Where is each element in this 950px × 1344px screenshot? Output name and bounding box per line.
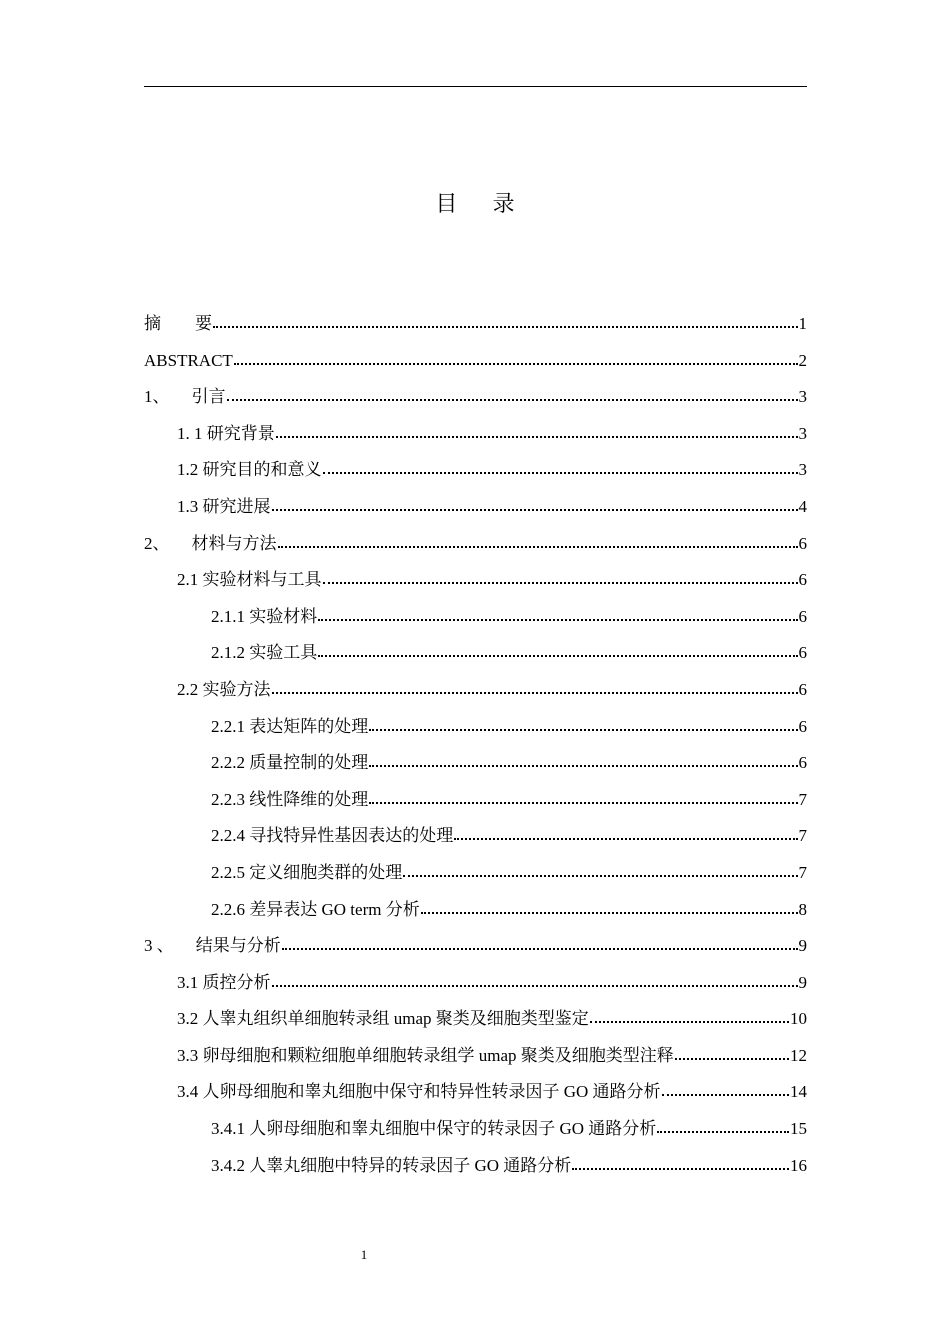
toc-entry[interactable] xyxy=(144,416,807,453)
toc-dot-leader xyxy=(323,567,798,585)
toc-entry-label xyxy=(211,1148,571,1185)
toc-entry-text: 2.2.3 线性降维的处理 xyxy=(211,789,369,809)
toc-dot-leader xyxy=(369,750,797,768)
toc-entry-text: 3.1 质控分析 xyxy=(177,972,271,992)
toc-entry-label xyxy=(177,452,322,489)
toc-entry-page: 14 xyxy=(790,1082,807,1102)
toc-entry-label xyxy=(177,489,271,526)
toc-entry[interactable] xyxy=(144,892,807,929)
toc-entry-text: 2.2.6 差异表达 GO term 分析 xyxy=(211,899,420,919)
toc-entry-page: 10 xyxy=(790,1009,807,1029)
toc-entry-text: 2.2 实验方法 xyxy=(177,679,271,699)
toc-entry-label xyxy=(211,709,368,746)
toc-dot-leader xyxy=(272,970,798,988)
toc-dot-leader xyxy=(227,384,798,402)
toc-entry[interactable] xyxy=(144,489,807,526)
toc-entry-page: 3 xyxy=(798,423,807,443)
toc-entry[interactable] xyxy=(144,745,807,782)
toc-entry-label xyxy=(177,416,275,453)
toc-entry[interactable] xyxy=(144,452,807,489)
toc-entry-label xyxy=(177,1074,661,1111)
toc-entry-label xyxy=(211,818,453,855)
toc-entry-text: 3.4 人卵母细胞和睾丸细胞中保守和特异性转录因子 GO 通路分析 xyxy=(177,1082,661,1102)
toc-entry-text: 2.1 实验材料与工具 xyxy=(177,570,322,590)
toc-dot-leader xyxy=(454,823,797,841)
toc-entry-text: 1. 1 研究背景 xyxy=(177,423,275,443)
toc-entry-page: 6 xyxy=(798,570,807,590)
toc-entry-number: 1、 xyxy=(144,387,170,407)
toc-entry-label xyxy=(211,745,368,782)
toc-entry-page: 3 xyxy=(798,387,807,407)
toc-dot-leader xyxy=(278,531,798,549)
toc-entry-page: 8 xyxy=(798,899,807,919)
toc-entry-page: 6 xyxy=(798,533,807,553)
toc-entry-label xyxy=(144,928,281,965)
toc-entry-label xyxy=(177,562,322,599)
toc-dot-leader xyxy=(276,421,798,439)
toc-entry-text: 2.2.2 质量控制的处理 xyxy=(211,753,369,773)
table-of-contents xyxy=(144,306,807,1184)
toc-entry-label xyxy=(177,965,271,1002)
toc-entry-text: 2.2.5 定义细胞类群的处理 xyxy=(211,862,403,882)
toc-entry-text: 2.1.2 实验工具 xyxy=(211,643,318,663)
header-rule xyxy=(144,86,807,87)
toc-entry-label xyxy=(211,782,368,819)
toc-dot-leader xyxy=(282,933,798,951)
toc-dot-leader xyxy=(657,1116,789,1134)
toc-entry[interactable] xyxy=(144,599,807,636)
toc-entry[interactable] xyxy=(144,343,807,380)
toc-entry-label xyxy=(211,1111,656,1148)
toc-entry[interactable] xyxy=(144,1074,807,1111)
toc-entry-page: 6 xyxy=(798,716,807,736)
toc-entry-text: ABSTRACT xyxy=(144,350,233,370)
toc-entry[interactable] xyxy=(144,855,807,892)
toc-entry-text: 2.2.1 表达矩阵的处理 xyxy=(211,716,369,736)
toc-dot-leader xyxy=(318,640,797,658)
toc-dot-leader xyxy=(234,348,798,366)
toc-entry[interactable] xyxy=(144,635,807,672)
toc-entry-page: 7 xyxy=(798,862,807,882)
toc-entry-text: 摘 要 xyxy=(144,314,212,333)
toc-dot-leader xyxy=(318,604,797,622)
toc-entry[interactable] xyxy=(144,562,807,599)
toc-dot-leader xyxy=(590,1006,789,1024)
toc-entry-text: 2.2.4 寻找特异性基因表达的处理 xyxy=(211,826,454,846)
toc-entry-label xyxy=(144,526,277,563)
toc-entry-text: 1.3 研究进展 xyxy=(177,496,271,516)
toc-dot-leader xyxy=(572,1153,789,1171)
toc-entry-label xyxy=(177,1038,674,1075)
toc-entry-number: 2、 xyxy=(144,533,170,553)
toc-entry-text: 3.2 人睾丸组织单细胞转录组 umap 聚类及细胞类型鉴定 xyxy=(177,1009,589,1029)
toc-dot-leader xyxy=(272,494,798,512)
toc-entry-label xyxy=(211,635,317,672)
toc-dot-leader xyxy=(323,457,798,475)
toc-entry-page: 6 xyxy=(798,606,807,626)
toc-entry-page: 6 xyxy=(798,753,807,773)
toc-entry-page: 12 xyxy=(790,1045,807,1065)
toc-entry-label xyxy=(211,892,420,929)
toc-entry-text: 3.4.2 人睾丸细胞中特异的转录因子 GO 通路分析 xyxy=(211,1155,572,1175)
toc-dot-leader xyxy=(421,897,798,915)
toc-entry-number: 3 、 xyxy=(144,936,174,956)
toc-entry[interactable] xyxy=(144,379,807,416)
toc-entry-page: 1 xyxy=(798,314,807,333)
toc-entry-label xyxy=(211,855,402,892)
toc-entry[interactable] xyxy=(144,1038,807,1075)
toc-entry-text: 材料与方法 xyxy=(191,533,277,553)
toc-entry-text: 3.4.1 人卵母细胞和睾丸细胞中保守的转录因子 GO 通路分析 xyxy=(211,1119,657,1139)
toc-entry[interactable] xyxy=(144,928,807,965)
toc-entry-page: 4 xyxy=(798,496,807,516)
toc-entry-page: 15 xyxy=(790,1119,807,1139)
toc-entry[interactable] xyxy=(144,782,807,819)
toc-entry-label xyxy=(211,599,317,636)
toc-entry[interactable] xyxy=(144,709,807,746)
toc-dot-leader xyxy=(272,677,798,695)
toc-entry-page: 16 xyxy=(790,1155,807,1175)
toc-dot-leader xyxy=(213,311,798,329)
toc-entry-page: 2 xyxy=(798,350,807,370)
toc-entry-page: 7 xyxy=(798,789,807,809)
toc-dot-leader xyxy=(369,787,797,805)
page-title: 目录 xyxy=(435,192,550,217)
toc-entry[interactable] xyxy=(144,1111,807,1148)
toc-entry[interactable] xyxy=(144,1148,807,1185)
toc-entry[interactable] xyxy=(144,526,807,563)
toc-entry[interactable] xyxy=(144,965,807,1002)
toc-entry-label xyxy=(177,1001,589,1038)
toc-entry-label xyxy=(177,672,271,709)
toc-entry-page: 7 xyxy=(798,826,807,846)
toc-dot-leader xyxy=(675,1043,789,1061)
toc-entry-page: 6 xyxy=(798,643,807,663)
toc-entry[interactable] xyxy=(144,672,807,709)
toc-dot-leader xyxy=(662,1079,789,1097)
toc-entry[interactable] xyxy=(144,818,807,855)
toc-entry[interactable] xyxy=(144,306,807,343)
toc-entry-page: 9 xyxy=(798,972,807,992)
toc-entry-text: 引言 xyxy=(191,387,226,407)
toc-entry-label xyxy=(144,306,212,343)
toc-entry-text: 2.1.1 实验材料 xyxy=(211,606,318,626)
toc-entry[interactable] xyxy=(144,1001,807,1038)
toc-dot-leader xyxy=(369,714,797,732)
toc-entry-page: 3 xyxy=(798,460,807,480)
toc-entry-text: 1.2 研究目的和意义 xyxy=(177,460,322,480)
toc-entry-label xyxy=(144,379,226,416)
page-number: 1 xyxy=(360,1247,368,1262)
toc-dot-leader xyxy=(403,860,797,878)
toc-entry-label xyxy=(144,343,233,380)
toc-entry-text: 3.3 卵母细胞和颗粒细胞单细胞转录组学 umap 聚类及细胞类型注释 xyxy=(177,1045,674,1065)
toc-entry-page: 9 xyxy=(798,936,807,956)
toc-entry-text: 结果与分析 xyxy=(195,936,281,956)
toc-entry-page: 6 xyxy=(798,679,807,699)
